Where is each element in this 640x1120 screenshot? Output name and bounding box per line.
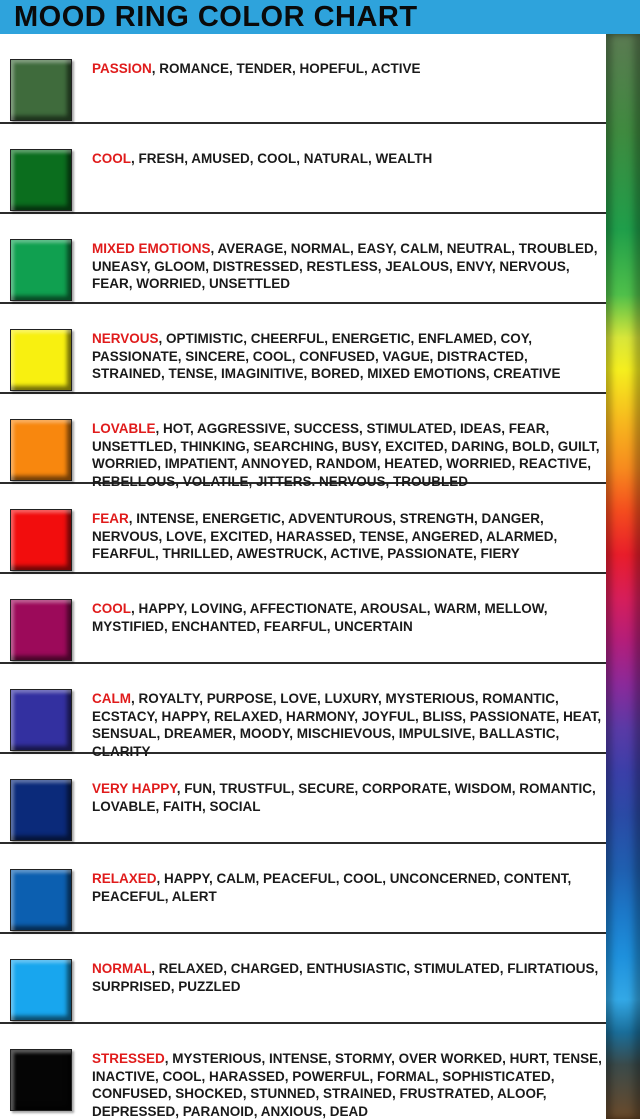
mood-list — [0, 34, 606, 1119]
color-spectrum-bar — [606, 34, 640, 1119]
mood-description — [92, 1050, 602, 1120]
mood-words: , HAPPY, CALM, PEACEFUL, COOL, UNCONCERNED, CONTENT, PEACEFUL, ALERT — [92, 871, 572, 904]
mood-row — [0, 574, 606, 664]
header-bar — [0, 0, 640, 34]
mood-row — [0, 214, 606, 304]
mood-row — [0, 124, 606, 214]
mood-row — [0, 934, 606, 1024]
color-swatch — [10, 779, 72, 841]
mood-row — [0, 304, 606, 394]
mood-keyword: CALM — [92, 691, 131, 706]
page-title: MOOD RING COLOR CHART — [14, 1, 418, 33]
color-swatch — [10, 689, 72, 751]
mood-keyword: NORMAL — [92, 961, 152, 976]
mood-words: , ROMANCE, TENDER, HOPEFUL, ACTIVE — [151, 61, 421, 76]
mood-keyword: NERVOUS — [92, 331, 159, 346]
mood-row — [0, 394, 606, 489]
mood-words: , INTENSE, ENERGETIC, ADVENTUROUS, STRENGTH, DANGER, NERVOUS, LOVE, EXCITED, HARASSED, TENSE, ANGERED, ALARMED, FEARFUL, THRILLED, AWESTRUCK, ACTIVE, PASSIONATE, FIERY — [92, 511, 558, 562]
color-swatch — [10, 869, 72, 931]
color-swatch — [10, 239, 72, 301]
color-swatch — [10, 599, 72, 661]
mood-words: , HAPPY, LOVING, AFFECTIONATE, AROUSAL, WARM, MELLOW, MYSTIFIED, ENCHANTED, FEARFUL, UNCERTAIN — [92, 601, 548, 634]
mood-words: , MYSTERIOUS, INTENSE, STORMY, OVER WORKED, HURT, TENSE, INACTIVE, COOL, HARASSED, POWERFUL, FORMAL, SOPHISTICATED, CONFUSED, SHOCKED, STUNNED, STRAINED, FRUSTRATED, ALOOF, DEPRESSED, PARANOID, ANXIOUS, DEAD — [92, 1051, 602, 1119]
mood-keyword: FEAR — [92, 511, 129, 526]
mood-row — [0, 1024, 606, 1119]
mood-words: , AVERAGE, NORMAL, EASY, CALM, NEUTRAL, TROUBLED, UNEASY, GLOOM, DISTRESSED, RESTLESS, JEALOUS, ENVY, NERVOUS, FEAR, WORRIED, UNSETTLED — [92, 241, 598, 292]
mood-description — [92, 330, 602, 383]
mood-row — [0, 844, 606, 934]
mood-description — [92, 60, 602, 78]
mood-description — [92, 780, 602, 815]
mood-row — [0, 664, 606, 759]
mood-description — [92, 420, 602, 490]
mood-words: , HOT, AGGRESSIVE, SUCCESS, STIMULATED, IDEAS, FEAR, UNSETTLED, THINKING, SEARCHING, BUSY, EXCITED, DARING, BOLD, GUILT, WORRIED, IMPATIENT, ANNOYED, RANDOM, HEATED, WORRIED, REACTIVE, REBELLOUS, VOLATILE, JITTERS. NERVOUS, TROUBLED — [92, 421, 600, 489]
mood-description — [92, 870, 602, 905]
mood-description — [92, 960, 602, 995]
mood-row — [0, 484, 606, 574]
mood-keyword: PASSION — [92, 61, 152, 76]
mood-keyword: COOL — [92, 601, 131, 616]
mood-words: , FUN, TRUSTFUL, SECURE, CORPORATE, WISDOM, ROMANTIC, LOVABLE, FAITH, SOCIAL — [92, 781, 596, 814]
mood-description — [92, 510, 602, 563]
mood-keyword: COOL — [92, 151, 131, 166]
color-swatch — [10, 509, 72, 571]
mood-description — [92, 600, 602, 635]
mood-words: , RELAXED, CHARGED, ENTHUSIASTIC, STIMULATED, FLIRTATIOUS, SURPRISED, PUZZLED — [92, 961, 599, 994]
mood-keyword: LOVABLE — [92, 421, 156, 436]
color-swatch — [10, 959, 72, 1021]
mood-keyword: RELAXED — [92, 871, 157, 886]
mood-words: , ROYALTY, PURPOSE, LOVE, LUXURY, MYSTERIOUS, ROMANTIC, ECSTACY, HAPPY, RELAXED, HARMONY, JOYFUL, BLISS, PASSIONATE, HEAT, SENSUAL, DREAMER, MOODY, MISCHIEVOUS, IMPULSIVE, BALLASTIC, CLARITY — [92, 691, 602, 759]
color-swatch — [10, 419, 72, 481]
mood-row — [0, 34, 606, 124]
color-swatch — [10, 59, 72, 121]
mood-keyword: MIXED EMOTIONS — [92, 241, 211, 256]
mood-description — [92, 690, 602, 760]
mood-description — [92, 240, 602, 293]
mood-keyword: STRESSED — [92, 1051, 165, 1066]
mood-description — [92, 150, 602, 168]
mood-words: , FRESH, AMUSED, COOL, NATURAL, WEALTH — [131, 151, 433, 166]
color-swatch — [10, 329, 72, 391]
mood-keyword: VERY HAPPY — [92, 781, 177, 796]
mood-words: , OPTIMISTIC, CHEERFUL, ENERGETIC, ENFLAMED, COY, PASSIONATE, SINCERE, COOL, CONFUSED, VAGUE, DISTRACTED, STRAINED, TENSE, IMAGINITIVE, BORED, MIXED EMOTIONS, CREATIVE — [92, 331, 561, 382]
color-swatch — [10, 1049, 72, 1111]
color-swatch — [10, 149, 72, 211]
mood-row — [0, 754, 606, 844]
